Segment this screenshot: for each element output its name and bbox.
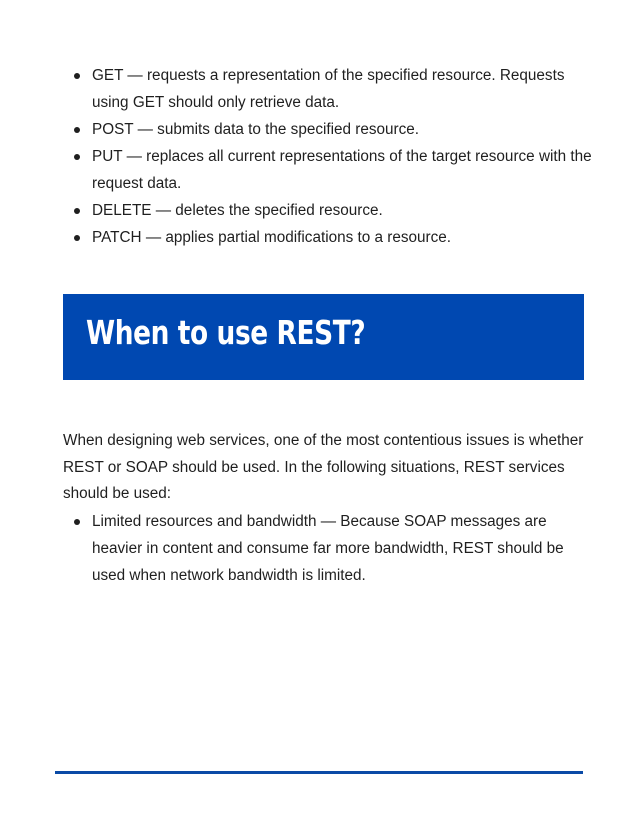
list-item	[73, 143, 593, 197]
bullet-icon	[74, 519, 80, 525]
list-item	[73, 197, 593, 224]
footer-divider	[55, 771, 583, 774]
intro-paragraph: When designing web services, one of the most contentious issues is whether REST or SOAP should be used. In the following situations, REST services should be used:	[63, 432, 584, 503]
http-methods-list	[73, 62, 593, 251]
bullet-icon	[74, 235, 80, 241]
use-cases-list	[73, 508, 593, 589]
list-item	[73, 116, 593, 143]
list-item-text: DELETE — deletes the specified resource.	[92, 202, 383, 219]
section-heading: When to use REST?	[86, 313, 366, 352]
list-item-text: POST — submits data to the specified resource.	[92, 121, 420, 138]
list-item-text: Limited resources and bandwidth — Because SOAP messages are heavier in content and consume far more bandwidth, REST should be used when network bandwidth is limited.	[92, 513, 564, 584]
list-item-text: PUT — replaces all current representations of the target resource with the request data.	[92, 148, 592, 192]
list-item-text: PATCH — applies partial modifications to a resource.	[92, 229, 452, 246]
list-item	[73, 508, 593, 589]
list-item-text: GET — requests a representation of the specified resource. Requests using GET should only retrieve data.	[92, 67, 565, 111]
bullet-icon	[74, 154, 80, 160]
section-banner	[63, 294, 584, 380]
bullet-icon	[74, 127, 80, 133]
bullet-icon	[74, 208, 80, 214]
list-item	[73, 62, 593, 116]
list-item	[73, 224, 593, 251]
bullet-icon	[74, 73, 80, 79]
